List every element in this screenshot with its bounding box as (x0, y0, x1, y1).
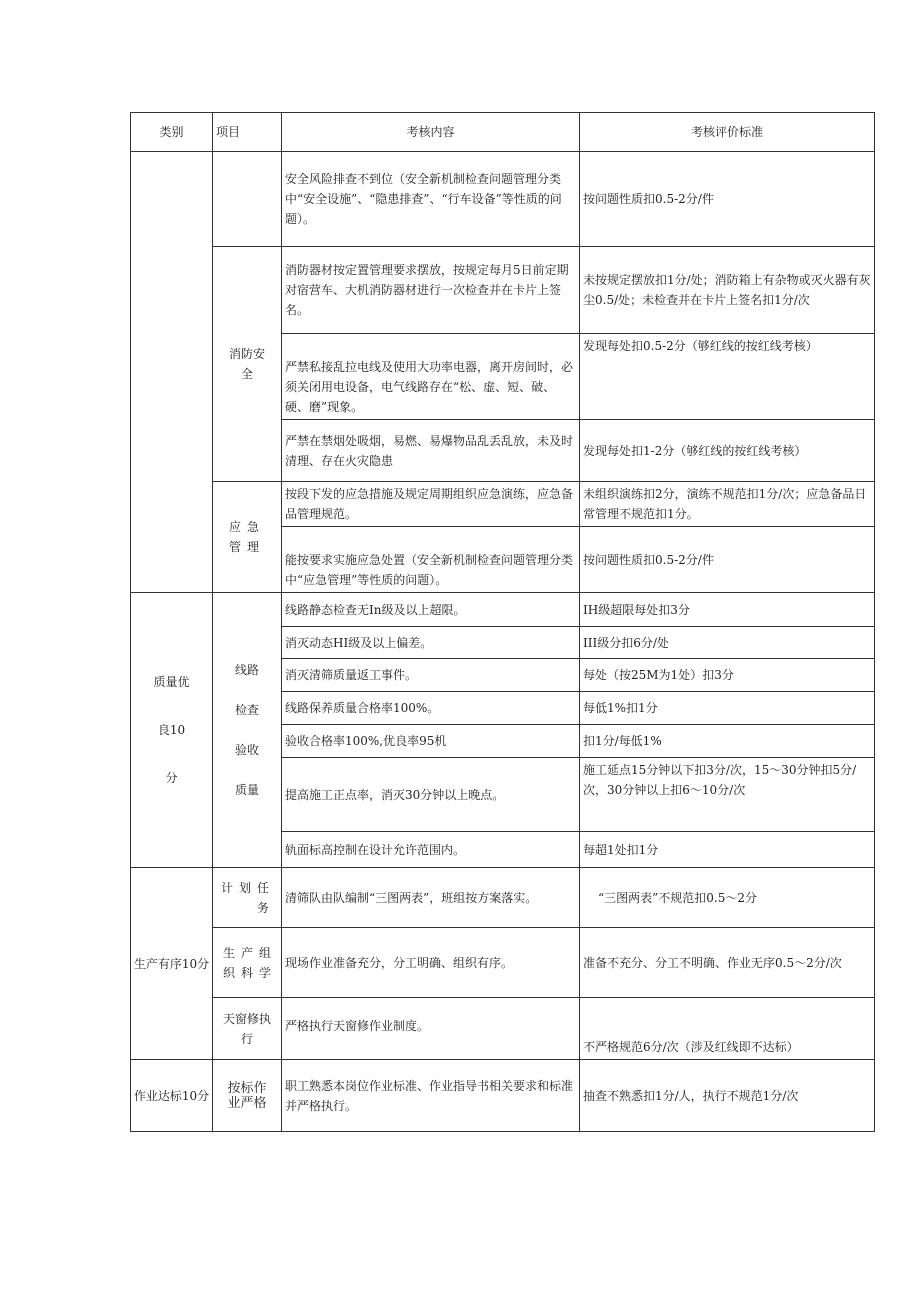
standard-cell: IH级超限每处扣3分 (580, 593, 875, 627)
header-row (131, 113, 875, 152)
standard-cell: 发现每处扣1-2分（够红线的按红线考核） (580, 420, 875, 482)
category-cell-production: 生产有序10分 (131, 868, 213, 1060)
table-row (131, 247, 875, 334)
table-row (131, 868, 875, 928)
header-category: 类别 (131, 113, 213, 152)
standard-cell: 抽查不熟悉扣1分/人，执行不规范1分/次 (580, 1060, 875, 1132)
assessment-table (130, 112, 875, 1132)
item-cell-emergency: 应急管理 (213, 482, 282, 593)
standard-cell: 发现每处扣0.5-2分（够红线的按红线考核） (580, 334, 875, 420)
table-row (131, 482, 875, 527)
content-cell: 线路静态检查无In级及以上超限。 (282, 593, 580, 627)
content-cell: 现场作业准备充分，分工明确、组织有序。 (282, 928, 580, 998)
standard-cell: 未组织演练扣2分，演练不规范扣1分/次；应急备品日常管理不规范扣1分。 (580, 482, 875, 527)
content-cell: 严禁在禁烟处吸烟，易燃、易爆物品乱丢乱放，未及时清理、存在火灾隐患 (282, 420, 580, 482)
standard-cell: “三图两表”不规范扣0.5～2分 (580, 868, 875, 928)
content-cell: 安全风险排查不到位（安全新机制检查问题管理分类中“安全设施”、“隐患排查”、“行车设备”等性质的问题）。 (282, 152, 580, 247)
item-cell-plan: 计划任务 (213, 868, 282, 928)
standard-cell: 不严格规范6分/次（涉及红线即不达标） (580, 998, 875, 1060)
item-cell-window: 天窗修执行 (213, 998, 282, 1060)
header-standard: 考核评价标准 (580, 113, 875, 152)
header-item: 项目 (213, 113, 282, 152)
content-cell: 按段下发的应急措施及规定周期组织应急演练，应急备品管理规范。 (282, 482, 580, 527)
item-cell-fire: 消防安全 (213, 247, 282, 482)
category-cell-quality: 质量优良10分 (131, 593, 213, 868)
table-row (131, 1060, 875, 1132)
content-cell: 消灭清筛质量返工事件。 (282, 659, 580, 692)
standard-cell: 每低1%扣1分 (580, 692, 875, 725)
category-cell-empty (131, 152, 213, 593)
standard-cell: 扣1分/每低1% (580, 725, 875, 758)
standard-cell: 每处（按25M为1处）扣3分 (580, 659, 875, 692)
standard-cell: 施工延点15分钟以下扣3分/次，15～30分钟扣5分/次，30分钟以上扣6～10分/次 (580, 758, 875, 832)
header-content: 考核内容 (282, 113, 580, 152)
standard-cell: 未按规定摆放扣1分/处；消防箱上有杂物或灭火器有灰尘0.5/处；未检查并在卡片上签名扣1分/次 (580, 247, 875, 334)
item-cell-empty (213, 152, 282, 247)
table-row (131, 998, 875, 1060)
content-cell: 严禁私接乱拉电线及使用大功率电器，离开房间时，必须关闭用电设备，电气线路存在“松、虚、短、破、硬、磨”现象。 (282, 334, 580, 420)
standard-cell: 按问题性质扣0.5-2分/件 (580, 152, 875, 247)
item-cell-strict: 按标作业严格 (213, 1060, 282, 1132)
standard-cell: III级分扣6分/处 (580, 627, 875, 659)
content-cell: 能按要求实施应急处置（安全新机制检查问题管理分类中“应急管理”等性质的问题）。 (282, 527, 580, 593)
content-cell: 线路保养质量合格率100%。 (282, 692, 580, 725)
content-cell: 严格执行天窗修作业制度。 (282, 998, 580, 1060)
content-cell: 职工熟悉本岗位作业标准、作业指导书相关要求和标准并严格执行。 (282, 1060, 580, 1132)
content-cell: 消灭动态HI级及以上偏差。 (282, 627, 580, 659)
content-cell: 消防器材按定置管理要求摆放，按规定每月5日前定期对宿营车、大机消防器材进行一次检查并在卡片上签名。 (282, 247, 580, 334)
standard-cell: 按问题性质扣0.5-2分/件 (580, 527, 875, 593)
standard-cell: 准备不充分、分工不明确、作业无序0.5～2分/次 (580, 928, 875, 998)
table-row (131, 593, 875, 627)
content-cell: 轨面标高控制在设计允许范围内。 (282, 832, 580, 868)
table-row (131, 928, 875, 998)
content-cell: 清筛队由队编制“三图两表”，班组按方案落实。 (282, 868, 580, 928)
standard-cell: 每超1处扣1分 (580, 832, 875, 868)
table-row (131, 152, 875, 247)
item-cell-line-check: 线路检查验收质量 (213, 593, 282, 868)
category-cell-standard: 作业达标10分 (131, 1060, 213, 1132)
content-cell: 验收合格率100%,优良率95机 (282, 725, 580, 758)
content-cell: 提高施工正点率，消灭30分钟以上晚点。 (282, 758, 580, 832)
item-cell-org: 生产组织科学 (213, 928, 282, 998)
